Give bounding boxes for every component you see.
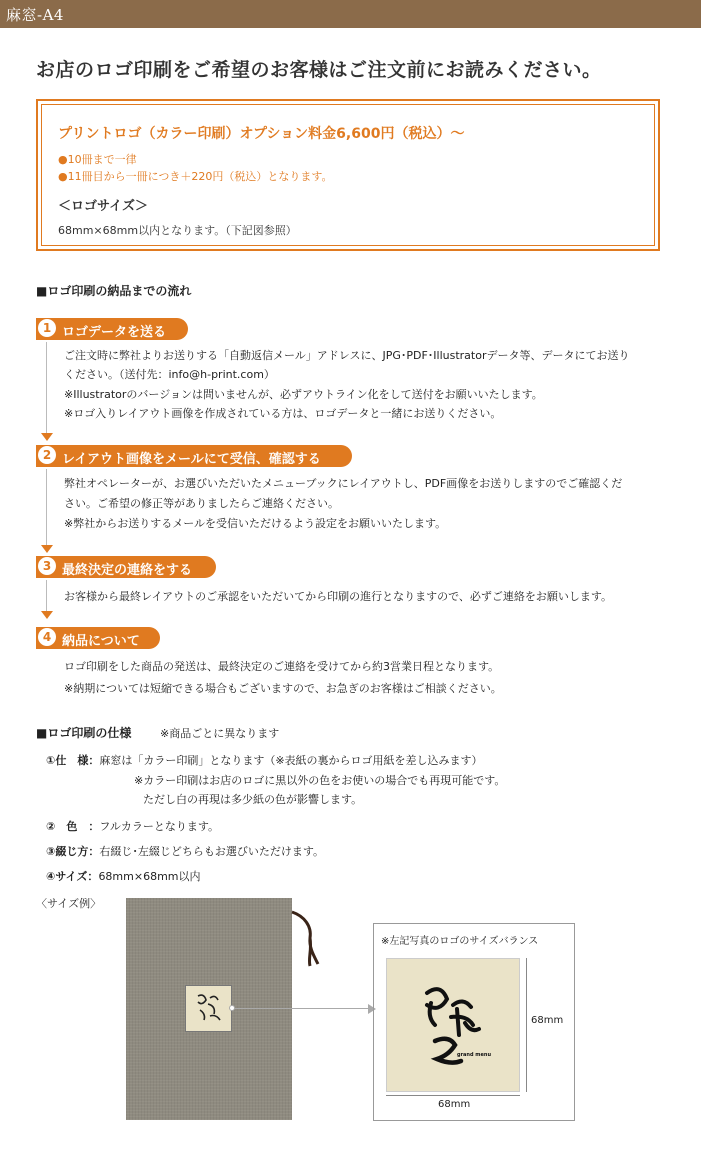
- step-1-pill: [36, 318, 188, 340]
- arrow-down-icon: [41, 545, 53, 553]
- step-2-text-3: ※弊社からお送りするメールを受信いただけるよう設定をお願いいたします。: [64, 517, 447, 530]
- spec-item-3-key: ③綴じ方：: [46, 845, 100, 858]
- logo-size-text: 68mm×68mm以内となります。（下記図参照）: [58, 224, 297, 237]
- step-2-text-1: 弊社オペレーターが、お選びいただいたメニューブックにレイアウトし、PDF画像をお送りしますのでご確認くだ: [64, 477, 623, 490]
- size-example-caption: 〈サイズ例〉: [36, 897, 102, 910]
- step-3-label: 最終決定の連絡をする: [62, 563, 193, 578]
- page-headline: お店のロゴ印刷をご希望のお客様はご注文前にお読みください。: [36, 59, 602, 81]
- option-bullet-1: ●10冊まで一律: [58, 153, 137, 166]
- spec-item-4-key: ④サイズ：: [46, 870, 99, 883]
- spec-item-2: [46, 818, 219, 834]
- spec-item-3: [46, 843, 324, 859]
- spec-item-1-value: 麻窓は「カラー印刷」となります（※表紙の裏からロゴ用紙を差し込みます）: [99, 754, 483, 767]
- product-name: 麻窓-A4: [6, 6, 64, 24]
- step-3-connector: [46, 580, 47, 612]
- spec-item-4: [46, 868, 201, 884]
- step-4-number: 4: [38, 628, 56, 646]
- step-1-text-4: ※ロゴ入りレイアウト画像を作成されている方は、ロゴデータと一緒にお送りください。: [64, 407, 502, 420]
- step-1-connector: [46, 342, 47, 434]
- step-1-text-1: ご注文時に弊社よりお送りする「自動返信メール」アドレスに、JPG･PDF･Illustratorデータ等、データにてお送り: [64, 349, 630, 362]
- spec-heading: ■ロゴ印刷の仕様: [36, 726, 132, 740]
- dimension-label-width: 68mm: [438, 1099, 471, 1110]
- logo-size-heading: ＜ロゴサイズ＞: [58, 199, 148, 214]
- logo-mark-small-icon: [186, 986, 231, 1031]
- step-3-text-1: お客様から最終レイアウトのご承認をいただいてから印刷の進行となりますので、必ずご連絡をお願いします。: [64, 590, 613, 603]
- logo-subtext: grand menu: [457, 1052, 492, 1058]
- step-4-text-2: ※納期については短縮できる場合もございますので、お急ぎのお客様はご相談ください。: [64, 682, 502, 695]
- spec-item-1: [46, 752, 483, 768]
- step-4-pill: [36, 627, 160, 649]
- spec-item-1-key: ①仕 様：: [46, 754, 100, 767]
- step-4-label: 納品について: [62, 634, 140, 649]
- spec-item-3-value: 右綴じ･左綴じどちらもお選びいただけます。: [99, 845, 324, 858]
- step-1-number: 1: [38, 319, 56, 337]
- step-2-text-2: さい。ご希望の修正等がありましたらご連絡ください。: [64, 497, 339, 510]
- dimension-label-height: 68mm: [531, 1015, 564, 1026]
- option-bullet-2: ●11冊目から一冊につき＋220円（税込）となります。: [58, 170, 333, 183]
- step-3-number: 3: [38, 557, 56, 575]
- spec-item-4-value: 68mm×68mm以内: [98, 870, 201, 883]
- spec-item-2-value: フルカラーとなります。: [99, 820, 220, 833]
- pointer-line: [232, 1008, 372, 1009]
- logo-mark-large-icon: [387, 959, 519, 1091]
- arrow-down-icon: [41, 433, 53, 441]
- step-2-number: 2: [38, 446, 56, 464]
- detail-caption: ※左記写真のロゴのサイズバランス: [381, 936, 539, 947]
- option-title: プリントロゴ（カラー印刷）オプション料金6,600円（税込）〜: [58, 126, 465, 142]
- step-2-pill: [36, 445, 352, 467]
- header-bar: [0, 0, 701, 28]
- book-logo-label: [185, 985, 232, 1032]
- flow-heading: ■ロゴ印刷の納品までの流れ: [36, 284, 192, 298]
- step-1-text-2: ください。（送付先：info@h-print.com）: [64, 368, 275, 381]
- dimension-line-horizontal: [386, 1095, 520, 1096]
- arrow-down-icon: [41, 611, 53, 619]
- step-3-pill: [36, 556, 216, 578]
- step-4-text-1: ロゴ印刷をした商品の発送は、最終決定のご連絡を受けてから約3営業日程となります。: [64, 660, 500, 673]
- step-1-label: ロゴデータを送る: [62, 325, 167, 340]
- spec-note-2: ただし白の再現は多少紙の色が影響します。: [143, 793, 363, 806]
- step-2-label: レイアウト画像をメールにて受信、確認する: [62, 452, 321, 467]
- book-cord: [290, 908, 320, 968]
- step-2-connector: [46, 469, 47, 546]
- spec-heading-note: ※商品ごとに異なります: [160, 727, 280, 740]
- spec-note-1: ※カラー印刷はお店のロゴに黒以外の色をお使いの場合でも再現可能です。: [134, 774, 506, 787]
- pointer-dot: [229, 1005, 235, 1011]
- spec-item-2-key: ② 色 ：: [46, 820, 100, 833]
- step-1-text-3: ※Illustratorのバージョンは問いませんが、必ずアウトライン化をして送付をお願いいたします。: [64, 388, 543, 401]
- logo-detail-image: [386, 958, 520, 1092]
- dimension-line-vertical: [526, 958, 527, 1092]
